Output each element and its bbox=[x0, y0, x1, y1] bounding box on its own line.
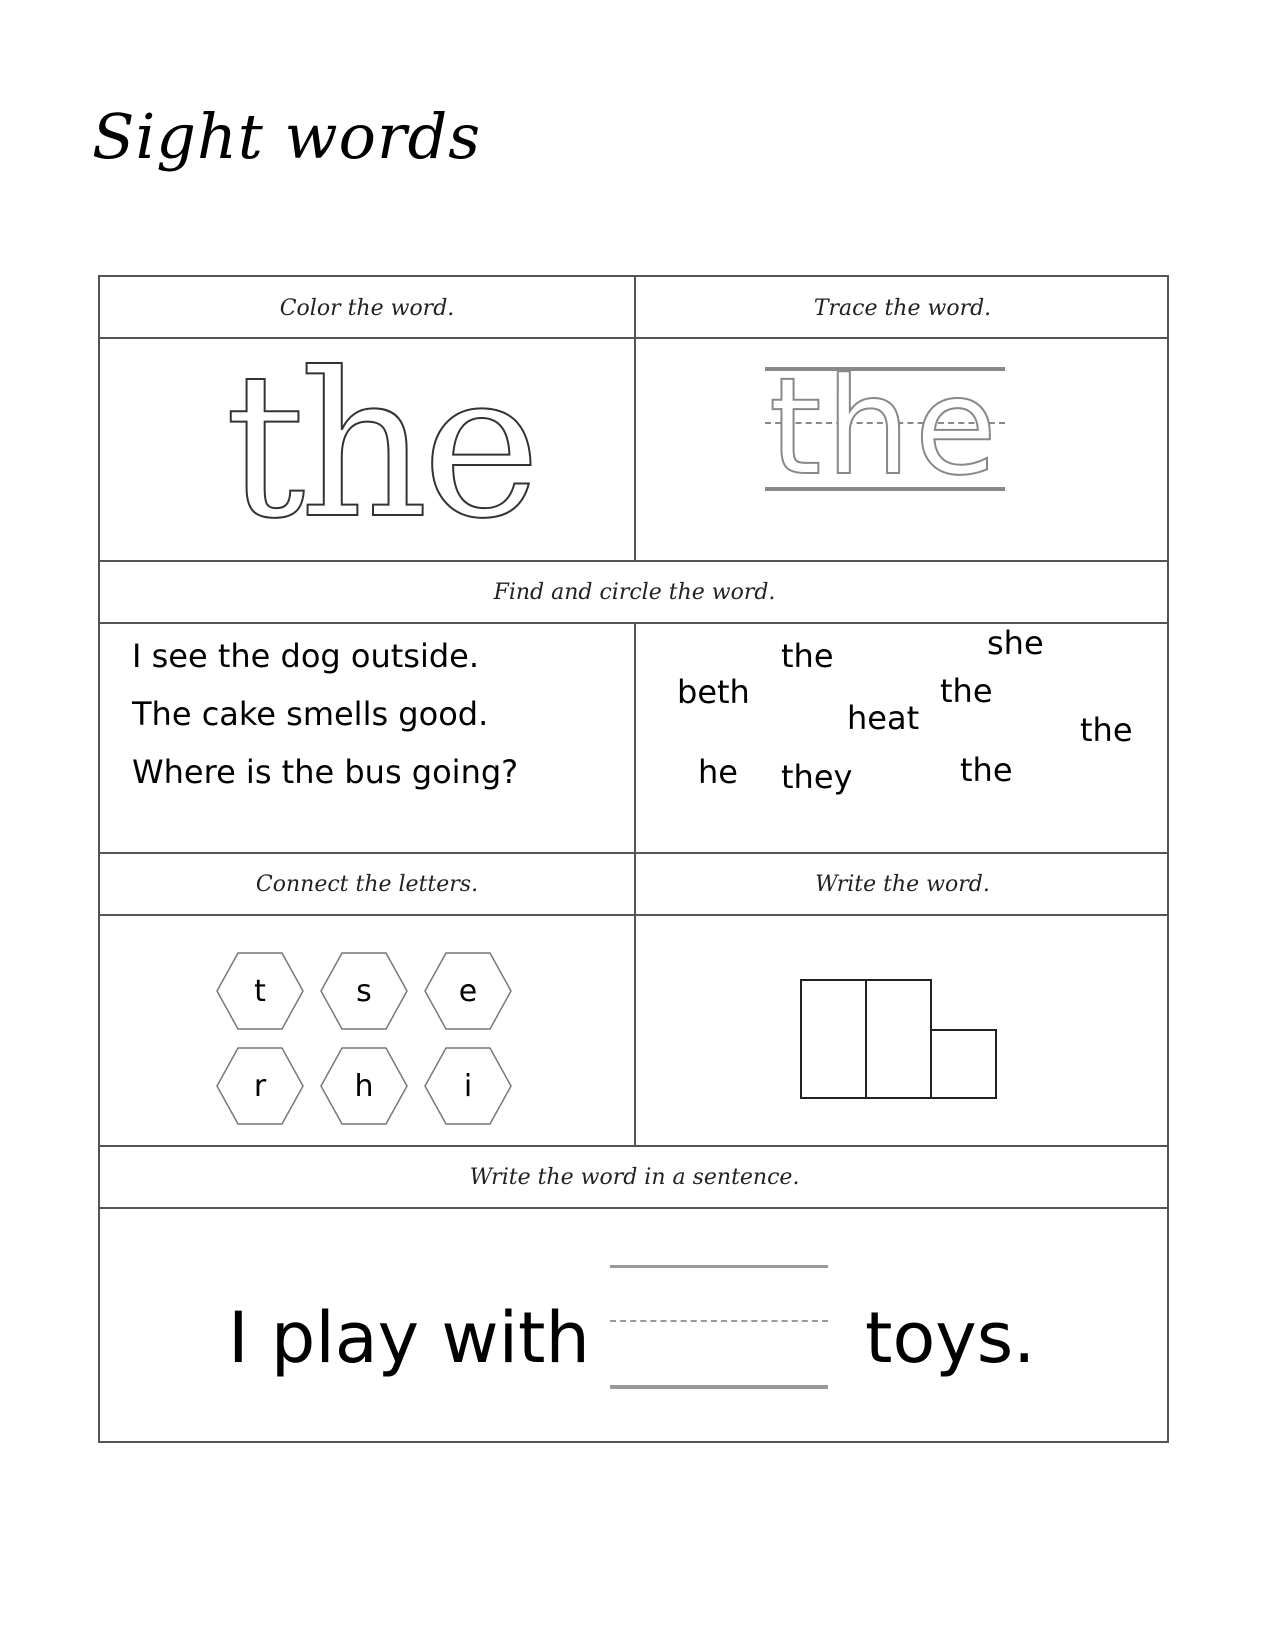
header-write: Write the word. bbox=[815, 871, 990, 897]
scattered-word: the bbox=[1080, 711, 1133, 749]
scattered-word: the bbox=[781, 637, 834, 675]
hex-letter[interactable]: s bbox=[320, 952, 408, 1030]
letter-box[interactable] bbox=[865, 979, 932, 1099]
header-connect: Connect the letters. bbox=[255, 871, 479, 897]
scattered-word: the bbox=[940, 672, 993, 710]
scattered-word: she bbox=[987, 624, 1044, 662]
trace-word: the bbox=[769, 349, 1001, 505]
letter-box[interactable] bbox=[800, 979, 867, 1099]
blank-write-line[interactable] bbox=[610, 1265, 828, 1395]
scattered-word: he bbox=[698, 753, 738, 791]
letter-box[interactable] bbox=[930, 1029, 997, 1099]
hex-letter[interactable]: h bbox=[320, 1047, 408, 1125]
scattered-word: heat bbox=[847, 699, 920, 737]
scattered-word: the bbox=[960, 751, 1013, 789]
header-find: Find and circle the word. bbox=[493, 579, 776, 605]
trace-area bbox=[765, 349, 1005, 505]
sentence-start: I play with bbox=[228, 1297, 590, 1379]
scattered-word: beth bbox=[677, 673, 750, 711]
scattered-word: they bbox=[781, 758, 853, 796]
sentence-1: I see the dog outside. bbox=[132, 637, 480, 675]
page-title: Sight words bbox=[92, 100, 482, 173]
sentence-2: The cake smells good. bbox=[132, 695, 489, 733]
sentence-end: toys. bbox=[865, 1297, 1036, 1379]
hex-letter[interactable]: i bbox=[424, 1047, 512, 1125]
hex-letter[interactable]: t bbox=[216, 952, 304, 1030]
worksheet-grid bbox=[98, 275, 1169, 1443]
header-sentence: Write the word in a sentence. bbox=[469, 1164, 800, 1190]
header-trace: Trace the word. bbox=[813, 295, 992, 321]
hex-letter[interactable]: r bbox=[216, 1047, 304, 1125]
sentence-3: Where is the bus going? bbox=[132, 753, 519, 791]
outlined-word: the bbox=[225, 330, 535, 563]
header-color: Color the word. bbox=[279, 295, 455, 321]
hex-letter[interactable]: e bbox=[424, 952, 512, 1030]
